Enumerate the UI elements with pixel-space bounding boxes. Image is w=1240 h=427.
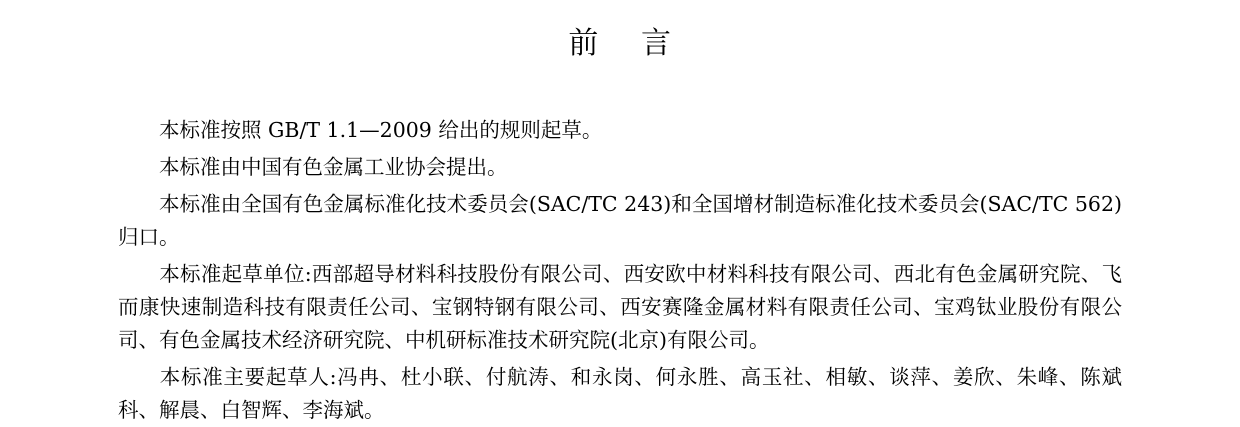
page-title [0,0,1240,62]
page-title-char-1: 前 [568,26,599,61]
paragraph [118,258,1122,357]
paragraph [118,151,1122,184]
paragraph-text: 本标准主要起草人:冯冉、杜小联、付航涛、和永岗、何永胜、高玉社、相敏、谈萍、姜欣、朱峰、陈斌科、解晨、白智辉、李海斌。 [118,365,1122,422]
paragraph-text: 本标准起草单位:西部超导材料科技股份有限公司、西安欧中材料科技有限公司、西北有色金属研究院、飞而康快速制造科技有限责任公司、宝钢特钢有限公司、西安赛隆金属材料有限责任公司、宝鸡钛业股份有限公司、有色金属技术经济研究院、中机研标准技术研究院(北京)有限公司。 [118,262,1122,352]
paragraph-text: 本标准由中国有色金属工业协会提出。 [159,155,508,179]
page-title-char-2: 言 [641,26,672,61]
paragraph [118,361,1122,427]
paragraph [118,188,1122,254]
paragraph-text: 本标准由全国有色金属标准化技术委员会(SAC/TC 243)和全国增材制造标准化技术委员会(SAC/TC 562)归口。 [118,192,1122,249]
paragraph [118,114,1122,147]
paragraph-text: 本标准按照 GB/T 1.1—2009 给出的规则起草。 [159,118,603,142]
foreword-body [0,114,1240,427]
